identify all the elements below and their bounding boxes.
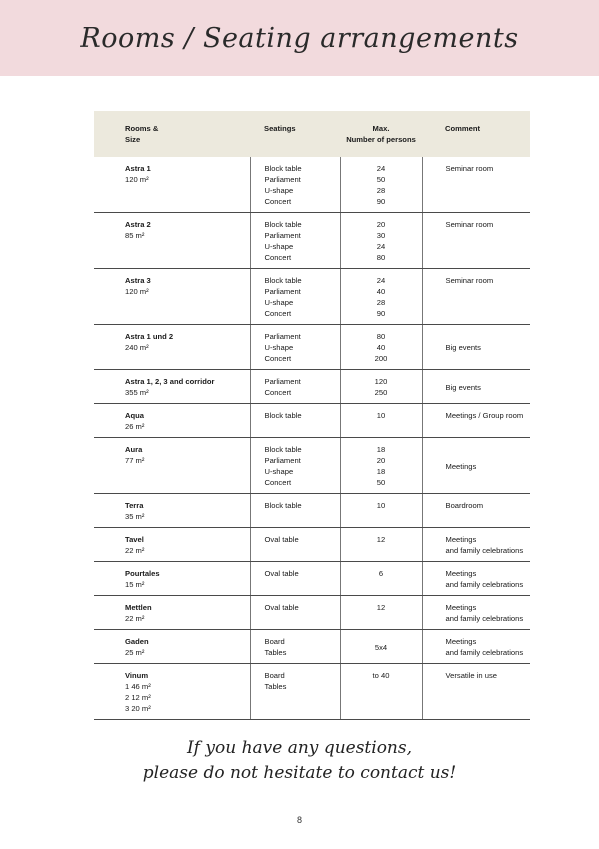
header-seatings [250, 111, 340, 157]
room-cell [94, 494, 250, 528]
table-row [94, 494, 530, 528]
page-title: Rooms / Seating arrangements [80, 22, 519, 54]
room-name: Vinum [125, 671, 149, 680]
max-persons-value: 12 [376, 535, 386, 544]
room-name: Pourtales [125, 569, 160, 578]
seating-type: Tables [264, 682, 287, 691]
contact-note-line: please do not hesitate to contact us! [142, 763, 457, 783]
comment-text: Meetings [445, 461, 477, 471]
max-persons-value: 18 [376, 445, 386, 454]
table-row [94, 157, 530, 213]
comment-cell [422, 438, 530, 494]
table-row [94, 404, 530, 438]
seatings-cell [250, 325, 340, 370]
seatings-cell [250, 213, 340, 269]
comment-text: Seminar room [445, 220, 494, 229]
room-name: Astra 1 und 2 [125, 332, 174, 341]
room-cell [94, 664, 250, 720]
max-persons-value: 80 [376, 332, 386, 341]
room-cell [94, 269, 250, 325]
room-cell [94, 438, 250, 494]
max-persons-value: 18 [376, 467, 386, 476]
seating-type: Concert [264, 478, 292, 487]
room-cell [94, 213, 250, 269]
max-persons-value: 20 [376, 220, 386, 229]
room-name: Gaden [125, 637, 149, 646]
comment-text: Seminar room [445, 276, 494, 285]
room-cell [94, 596, 250, 630]
seating-type: Parliament [264, 332, 301, 341]
room-size: 355 m² [125, 388, 149, 397]
max-persons-value: 24 [376, 242, 386, 251]
seating-type: Oval table [264, 569, 299, 578]
header-max [340, 111, 422, 157]
max-persons-cell [340, 213, 422, 269]
table-row [94, 213, 530, 269]
seating-type: U-shape [264, 467, 294, 476]
seating-type: Concert [264, 253, 292, 262]
seatings-cell [250, 157, 340, 213]
comment-cell [422, 404, 530, 438]
seating-type: Parliament [264, 456, 301, 465]
room-cell [94, 370, 250, 404]
max-persons-cell [340, 269, 422, 325]
comment-text: Versatile in use [445, 671, 497, 680]
seatings-cell [250, 370, 340, 404]
room-cell [94, 630, 250, 664]
comment-text: and family celebrations [445, 614, 524, 623]
max-persons-value: 30 [376, 231, 386, 240]
comment-text: and family celebrations [445, 580, 524, 589]
room-size: 35 m² [125, 512, 145, 521]
table-row [94, 370, 530, 404]
seating-type: Concert [264, 197, 292, 206]
room-name: Tavel [125, 535, 144, 544]
seatings-cell [250, 562, 340, 596]
seating-type: Tables [264, 648, 287, 657]
header-max-line: Number of persons [346, 135, 416, 144]
room-cell [94, 528, 250, 562]
seating-type: Block table [264, 276, 302, 285]
seating-type: Parliament [264, 377, 301, 386]
max-persons-value: 10 [376, 411, 386, 420]
seating-type: Block table [264, 501, 302, 510]
room-size: 77 m² [125, 456, 145, 465]
comment-text: and family celebrations [445, 648, 524, 657]
comment-text: Big events [445, 343, 481, 352]
comment-text: and family celebrations [445, 546, 524, 555]
header-max-line: Max. [372, 124, 390, 133]
room-size: 3 20 m² [125, 704, 151, 713]
room-cell [94, 157, 250, 213]
room-size: 15 m² [125, 580, 145, 589]
seating-type: Board [264, 637, 285, 646]
header-rooms-line: Rooms & [125, 124, 159, 133]
seatings-cell [250, 630, 340, 664]
room-name: Astra 3 [125, 276, 151, 285]
room-size: 25 m² [125, 648, 145, 657]
comment-text: Meetings [445, 569, 477, 578]
room-size: 22 m² [125, 546, 145, 555]
room-size: 26 m² [125, 422, 145, 431]
seating-type: U-shape [264, 242, 294, 251]
max-persons-value: 5x4 [374, 642, 388, 652]
max-persons-value: 200 [374, 354, 388, 363]
max-persons-cell [340, 562, 422, 596]
seating-type: Block table [264, 445, 302, 454]
max-persons-cell [340, 404, 422, 438]
table-header-row [94, 111, 530, 157]
seating-type: Concert [264, 388, 292, 397]
room-cell [94, 562, 250, 596]
max-persons-cell [340, 370, 422, 404]
room-size: 120 m² [125, 175, 149, 184]
room-size: 2 12 m² [125, 693, 151, 702]
room-name: Aura [125, 445, 143, 454]
seating-type: Board [264, 671, 285, 680]
comment-text: Seminar room [445, 164, 494, 173]
table-row [94, 562, 530, 596]
seating-type: Block table [264, 411, 302, 420]
room-size: 1 46 m² [125, 682, 151, 691]
table-row [94, 596, 530, 630]
max-persons-value: 90 [376, 309, 386, 318]
seating-type: Oval table [264, 603, 299, 612]
seating-type: Parliament [264, 231, 301, 240]
seating-type: Parliament [264, 175, 301, 184]
comment-cell [422, 630, 530, 664]
max-persons-value: 20 [376, 456, 386, 465]
comment-cell [422, 528, 530, 562]
comment-cell [422, 269, 530, 325]
table-row [94, 664, 530, 720]
room-size: 240 m² [125, 343, 149, 352]
max-persons-cell [340, 630, 422, 664]
room-name: Astra 1, 2, 3 and corridor [125, 377, 215, 386]
comment-cell [422, 370, 530, 404]
seating-type: Concert [264, 354, 292, 363]
comment-cell [422, 596, 530, 630]
seating-type: Block table [264, 164, 302, 173]
seating-type: Concert [264, 309, 292, 318]
max-persons-value: to 40 [372, 671, 390, 680]
room-name: Astra 2 [125, 220, 151, 229]
table-row [94, 269, 530, 325]
seating-type: Parliament [264, 287, 301, 296]
page-number: 8 [296, 815, 302, 825]
max-persons-cell [340, 438, 422, 494]
max-persons-value: 24 [376, 164, 386, 173]
seating-type: U-shape [264, 343, 294, 352]
seating-type: Block table [264, 220, 302, 229]
room-size: 120 m² [125, 287, 149, 296]
room-size: 22 m² [125, 614, 145, 623]
max-persons-cell [340, 528, 422, 562]
max-persons-value: 40 [376, 343, 386, 352]
max-persons-value: 90 [376, 197, 386, 206]
header-seatings-line: Seatings [264, 124, 296, 133]
header-rooms [94, 111, 250, 157]
max-persons-value: 10 [376, 501, 386, 510]
seatings-cell [250, 269, 340, 325]
contact-note [0, 736, 599, 786]
comment-cell [422, 494, 530, 528]
room-name: Terra [125, 501, 144, 510]
comment-cell [422, 157, 530, 213]
max-persons-value: 80 [376, 253, 386, 262]
max-persons-value: 12 [376, 603, 386, 612]
comment-text: Meetings [445, 637, 477, 646]
room-cell [94, 404, 250, 438]
room-cell [94, 325, 250, 370]
max-persons-value: 24 [376, 276, 386, 285]
room-name: Astra 1 [125, 164, 151, 173]
seatings-cell [250, 438, 340, 494]
seating-type: Oval table [264, 535, 299, 544]
seating-type: U-shape [264, 298, 294, 307]
seatings-cell [250, 664, 340, 720]
max-persons-value: 120 [374, 377, 388, 386]
max-persons-cell [340, 596, 422, 630]
table-row [94, 438, 530, 494]
max-persons-cell [340, 325, 422, 370]
comment-text: Meetings [445, 535, 477, 544]
room-name: Aqua [125, 411, 144, 420]
comment-cell [422, 562, 530, 596]
seatings-cell [250, 404, 340, 438]
comment-text: Big events [445, 382, 481, 392]
seatings-cell [250, 494, 340, 528]
title-banner [0, 0, 599, 76]
header-rooms-line: Size [125, 135, 141, 144]
table-row [94, 630, 530, 664]
seating-type: U-shape [264, 186, 294, 195]
header-comment [422, 111, 530, 157]
max-persons-value: 250 [374, 388, 388, 397]
comment-text: Meetings [445, 603, 477, 612]
max-persons-cell [340, 157, 422, 213]
table-body [94, 157, 530, 720]
max-persons-value: 6 [378, 569, 384, 578]
max-persons-cell [340, 494, 422, 528]
header-comment-line: Comment [445, 124, 481, 133]
comment-cell [422, 664, 530, 720]
seatings-cell [250, 596, 340, 630]
table-row [94, 325, 530, 370]
comment-text: Boardroom [445, 501, 484, 510]
comment-cell [422, 325, 530, 370]
max-persons-value: 40 [376, 287, 386, 296]
table-row [94, 528, 530, 562]
comment-cell [422, 213, 530, 269]
max-persons-value: 28 [376, 298, 386, 307]
seatings-cell [250, 528, 340, 562]
comment-text: Meetings / Group room [445, 411, 524, 420]
rooms-table [94, 111, 530, 720]
max-persons-cell [340, 664, 422, 720]
contact-note-line: If you have any questions, [186, 738, 413, 758]
max-persons-value: 50 [376, 175, 386, 184]
max-persons-value: 28 [376, 186, 386, 195]
room-size: 85 m² [125, 231, 145, 240]
room-name: Mettlen [125, 603, 152, 612]
max-persons-value: 50 [376, 478, 386, 487]
